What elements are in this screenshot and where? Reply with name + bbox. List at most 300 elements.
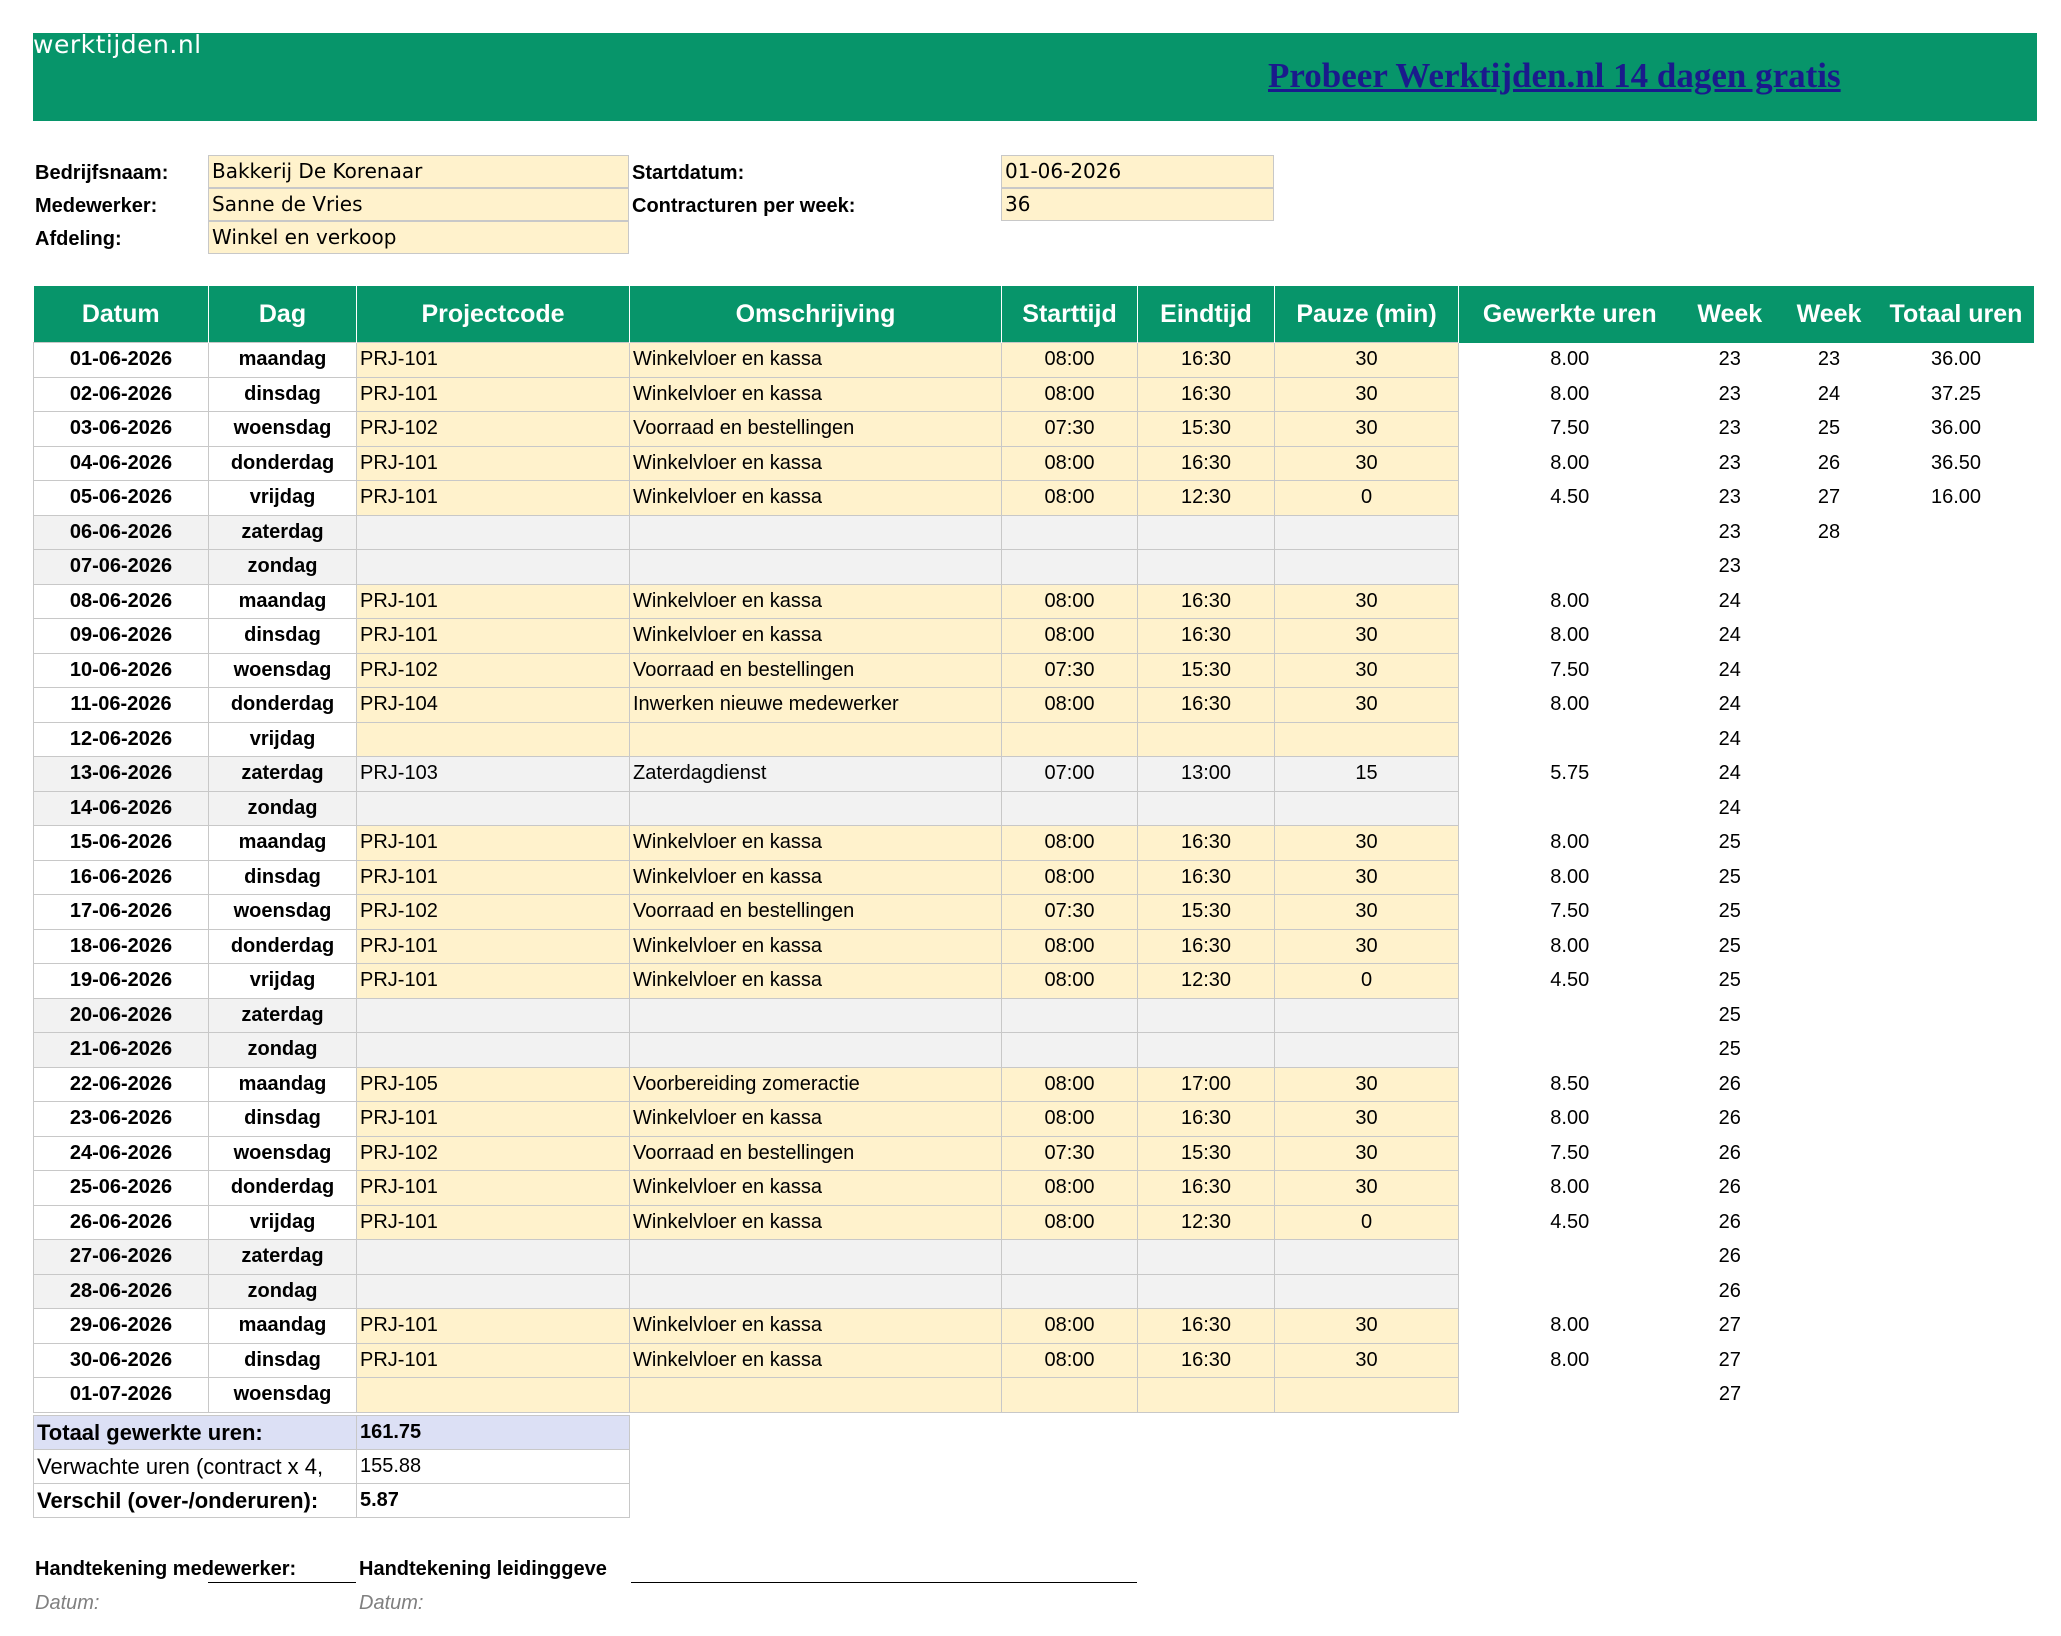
table-row [34, 826, 2034, 861]
break-cell[interactable]: 30 [1275, 343, 1459, 378]
day-cell: maandag [209, 1067, 357, 1102]
date-cell: 21-06-2026 [34, 1033, 209, 1068]
date-cell: 10-06-2026 [34, 653, 209, 688]
summary-week-cell [1780, 757, 1879, 792]
worked-hours-cell: 8.00 [1459, 1102, 1681, 1137]
date-cell: 29-06-2026 [34, 1309, 209, 1344]
worked-hours-cell [1459, 722, 1681, 757]
start-time-cell[interactable]: 07:30 [1002, 412, 1138, 447]
summary-total-cell [1879, 757, 2034, 792]
worked-hours-cell: 7.50 [1459, 1136, 1681, 1171]
day-cell: maandag [209, 343, 357, 378]
start-time-cell[interactable] [1002, 1033, 1138, 1068]
table-row [34, 412, 2034, 447]
description-cell[interactable]: Winkelvloer en kassa [630, 1171, 1002, 1206]
summary-week-cell [1780, 1274, 1879, 1309]
company-field[interactable]: Bakkerij De Korenaar [208, 155, 629, 188]
summary-total-cell [1879, 1378, 2034, 1413]
col-header-totaal-uren: Totaal uren [1879, 286, 2034, 343]
summary-week-cell [1780, 1240, 1879, 1275]
start-time-cell[interactable]: 08:00 [1002, 1309, 1138, 1344]
project-code-cell[interactable]: PRJ-101 [357, 1171, 630, 1206]
worked-hours-cell [1459, 791, 1681, 826]
day-cell: maandag [209, 584, 357, 619]
start-time-cell[interactable]: 07:00 [1002, 757, 1138, 792]
description-cell[interactable] [630, 791, 1002, 826]
day-cell: zondag [209, 1033, 357, 1068]
end-time-cell[interactable]: 16:30 [1138, 584, 1275, 619]
end-time-cell[interactable]: 12:30 [1138, 964, 1275, 999]
contract-hours-field[interactable]: 36 [1001, 188, 1274, 221]
start-time-cell[interactable] [1002, 1240, 1138, 1275]
break-cell[interactable]: 0 [1275, 481, 1459, 516]
summary-week-cell [1780, 791, 1879, 826]
table-row [34, 791, 2034, 826]
break-cell[interactable]: 30 [1275, 377, 1459, 412]
project-code-cell[interactable] [357, 1378, 630, 1413]
break-cell[interactable] [1275, 550, 1459, 585]
department-field[interactable]: Winkel en verkoop [208, 221, 629, 254]
week-number-cell: 23 [1681, 446, 1780, 481]
project-code-cell[interactable]: PRJ-102 [357, 895, 630, 930]
summary-week-cell [1780, 1378, 1879, 1413]
project-code-cell[interactable]: PRJ-102 [357, 1136, 630, 1171]
date-cell: 13-06-2026 [34, 757, 209, 792]
end-time-cell[interactable]: 16:30 [1138, 1171, 1275, 1206]
summary-week-cell [1780, 653, 1879, 688]
end-time-cell[interactable]: 16:30 [1138, 1343, 1275, 1378]
start-time-cell[interactable]: 07:30 [1002, 653, 1138, 688]
break-cell[interactable] [1275, 791, 1459, 826]
table-row [34, 757, 2034, 792]
summary-total-cell [1879, 1343, 2034, 1378]
worked-hours-cell: 8.00 [1459, 619, 1681, 654]
summary-total-cell [1879, 826, 2034, 861]
start-time-cell[interactable] [1002, 1378, 1138, 1413]
summary-total-cell [1879, 860, 2034, 895]
end-time-cell[interactable]: 15:30 [1138, 412, 1275, 447]
date-cell: 02-06-2026 [34, 377, 209, 412]
employee-signature-label: Handtekening medewerker: [35, 1558, 297, 1580]
start-time-cell[interactable]: 08:00 [1002, 826, 1138, 861]
end-time-cell[interactable]: 15:30 [1138, 895, 1275, 930]
break-cell[interactable]: 30 [1275, 895, 1459, 930]
break-cell[interactable]: 30 [1275, 688, 1459, 723]
start-time-cell[interactable]: 08:00 [1002, 929, 1138, 964]
col-header-dag: Dag [209, 286, 357, 343]
week-number-cell: 24 [1681, 653, 1780, 688]
break-cell[interactable]: 30 [1275, 619, 1459, 654]
worked-hours-cell [1459, 998, 1681, 1033]
break-cell[interactable]: 30 [1275, 929, 1459, 964]
description-cell[interactable]: Winkelvloer en kassa [630, 1102, 1002, 1137]
project-code-cell[interactable]: PRJ-101 [357, 446, 630, 481]
project-code-cell[interactable] [357, 998, 630, 1033]
summary-week-cell [1780, 550, 1879, 585]
start-time-cell[interactable] [1002, 998, 1138, 1033]
break-cell[interactable]: 0 [1275, 964, 1459, 999]
table-row [34, 1274, 2034, 1309]
worked-hours-cell: 8.00 [1459, 1343, 1681, 1378]
start-time-cell[interactable]: 07:30 [1002, 895, 1138, 930]
start-time-cell[interactable]: 08:00 [1002, 1343, 1138, 1378]
description-cell[interactable]: Winkelvloer en kassa [630, 1343, 1002, 1378]
table-row [34, 1343, 2034, 1378]
week-number-cell: 23 [1681, 481, 1780, 516]
start-time-cell[interactable] [1002, 722, 1138, 757]
table-row [34, 653, 2034, 688]
week-number-cell: 27 [1681, 1378, 1780, 1413]
description-cell[interactable]: Winkelvloer en kassa [630, 446, 1002, 481]
summary-week-cell [1780, 826, 1879, 861]
project-code-cell[interactable]: PRJ-101 [357, 343, 630, 378]
table-row [34, 584, 2034, 619]
summary-week-cell [1780, 1136, 1879, 1171]
week-number-cell: 23 [1681, 377, 1780, 412]
description-cell[interactable]: Zaterdagdienst [630, 757, 1002, 792]
totals-table [33, 1415, 630, 1518]
day-cell: woensdag [209, 895, 357, 930]
start-time-cell[interactable] [1002, 1274, 1138, 1309]
table-row [34, 722, 2034, 757]
start-time-cell[interactable]: 08:00 [1002, 1102, 1138, 1137]
break-cell[interactable]: 30 [1275, 826, 1459, 861]
description-cell[interactable]: Winkelvloer en kassa [630, 860, 1002, 895]
project-code-cell[interactable]: PRJ-102 [357, 412, 630, 447]
table-row [34, 860, 2034, 895]
description-cell[interactable]: Winkelvloer en kassa [630, 1309, 1002, 1344]
day-cell: maandag [209, 1309, 357, 1344]
start-time-cell[interactable]: 08:00 [1002, 688, 1138, 723]
summary-week-cell [1780, 1205, 1879, 1240]
summary-total-cell [1879, 895, 2034, 930]
description-cell[interactable]: Winkelvloer en kassa [630, 481, 1002, 516]
description-cell[interactable]: Winkelvloer en kassa [630, 964, 1002, 999]
table-row [34, 550, 2034, 585]
end-time-cell[interactable] [1138, 550, 1275, 585]
start-time-cell[interactable]: 08:00 [1002, 377, 1138, 412]
description-cell[interactable] [630, 515, 1002, 550]
project-code-cell[interactable]: PRJ-101 [357, 619, 630, 654]
difference-label: Verschil (over-/onderuren): [34, 1484, 357, 1518]
break-cell[interactable] [1275, 1274, 1459, 1309]
table-row [34, 515, 2034, 550]
date-cell: 28-06-2026 [34, 1274, 209, 1309]
description-cell[interactable]: Voorbereiding zomeractie [630, 1067, 1002, 1102]
project-code-cell[interactable]: PRJ-101 [357, 584, 630, 619]
worked-hours-cell: 8.00 [1459, 1309, 1681, 1344]
manager-date-label: Datum: [359, 1592, 424, 1614]
summary-total-cell [1879, 998, 2034, 1033]
worked-hours-cell: 8.00 [1459, 377, 1681, 412]
day-cell: dinsdag [209, 619, 357, 654]
break-cell[interactable]: 30 [1275, 1309, 1459, 1344]
end-time-cell[interactable]: 16:30 [1138, 446, 1275, 481]
table-row [34, 1171, 2034, 1206]
date-cell: 26-06-2026 [34, 1205, 209, 1240]
week-number-cell: 25 [1681, 964, 1780, 999]
week-number-cell: 24 [1681, 584, 1780, 619]
project-code-cell[interactable] [357, 550, 630, 585]
start-time-cell[interactable] [1002, 550, 1138, 585]
summary-week-cell [1780, 1033, 1879, 1068]
manager-signature-label: Handtekening leidinggeve [359, 1558, 607, 1580]
break-cell[interactable]: 30 [1275, 653, 1459, 688]
break-cell[interactable] [1275, 722, 1459, 757]
break-cell[interactable] [1275, 1378, 1459, 1413]
day-cell: donderdag [209, 446, 357, 481]
project-code-cell[interactable]: PRJ-101 [357, 1343, 630, 1378]
break-cell[interactable]: 30 [1275, 1102, 1459, 1137]
description-cell[interactable] [630, 1378, 1002, 1413]
summary-total-cell [1879, 1067, 2034, 1102]
week-number-cell: 27 [1681, 1309, 1780, 1344]
worked-hours-cell [1459, 1274, 1681, 1309]
break-cell[interactable]: 30 [1275, 1067, 1459, 1102]
summary-total-cell [1879, 550, 2034, 585]
week-number-cell: 25 [1681, 860, 1780, 895]
employee-field[interactable]: Sanne de Vries [208, 188, 629, 221]
table-row [34, 895, 2034, 930]
day-cell: dinsdag [209, 377, 357, 412]
project-code-cell[interactable]: PRJ-104 [357, 688, 630, 723]
date-cell: 08-06-2026 [34, 584, 209, 619]
summary-total-cell [1879, 1240, 2034, 1275]
day-cell: dinsdag [209, 1102, 357, 1137]
end-time-cell[interactable]: 17:00 [1138, 1067, 1275, 1102]
end-time-cell[interactable]: 16:30 [1138, 343, 1275, 378]
summary-week-cell [1780, 1309, 1879, 1344]
break-cell[interactable]: 30 [1275, 446, 1459, 481]
summary-week-cell [1780, 1067, 1879, 1102]
description-cell[interactable]: Winkelvloer en kassa [630, 1205, 1002, 1240]
table-row [34, 1205, 2034, 1240]
description-cell[interactable] [630, 1240, 1002, 1275]
end-time-cell[interactable] [1138, 791, 1275, 826]
start-time-cell[interactable]: 08:00 [1002, 343, 1138, 378]
description-cell[interactable]: Winkelvloer en kassa [630, 619, 1002, 654]
project-code-cell[interactable] [357, 515, 630, 550]
break-cell[interactable] [1275, 1240, 1459, 1275]
break-cell[interactable] [1275, 515, 1459, 550]
col-header-datum: Datum [34, 286, 209, 343]
project-code-cell[interactable] [357, 1033, 630, 1068]
worked-hours-cell [1459, 1240, 1681, 1275]
end-time-cell[interactable] [1138, 1274, 1275, 1309]
day-cell: vrijdag [209, 964, 357, 999]
description-cell[interactable]: Winkelvloer en kassa [630, 343, 1002, 378]
day-cell: vrijdag [209, 481, 357, 516]
department-label: Afdeling: [35, 228, 122, 250]
end-time-cell[interactable] [1138, 1033, 1275, 1068]
end-time-cell[interactable]: 13:00 [1138, 757, 1275, 792]
col-header-gewerkte-uren: Gewerkte uren [1459, 286, 1681, 343]
end-time-cell[interactable] [1138, 998, 1275, 1033]
startdate-field[interactable]: 01-06-2026 [1001, 155, 1274, 188]
project-code-cell[interactable] [357, 791, 630, 826]
description-cell[interactable]: Winkelvloer en kassa [630, 929, 1002, 964]
project-code-cell[interactable]: PRJ-101 [357, 826, 630, 861]
project-code-cell[interactable]: PRJ-101 [357, 929, 630, 964]
end-time-cell[interactable]: 15:30 [1138, 653, 1275, 688]
break-cell[interactable]: 30 [1275, 1343, 1459, 1378]
break-cell[interactable]: 0 [1275, 1205, 1459, 1240]
week-number-cell: 25 [1681, 1033, 1780, 1068]
col-header-omschrijving: Omschrijving [630, 286, 1002, 343]
worked-hours-cell: 7.50 [1459, 895, 1681, 930]
date-cell: 27-06-2026 [34, 1240, 209, 1275]
description-cell[interactable] [630, 1274, 1002, 1309]
week-number-cell: 27 [1681, 1343, 1780, 1378]
expected-hours-label: Verwachte uren (contract x 4, [34, 1450, 357, 1484]
day-cell: donderdag [209, 929, 357, 964]
break-cell[interactable]: 30 [1275, 412, 1459, 447]
summary-total-cell: 36.00 [1879, 412, 2034, 447]
summary-total-cell [1879, 688, 2034, 723]
description-cell[interactable]: Voorraad en bestellingen [630, 895, 1002, 930]
col-header-week: Week [1681, 286, 1780, 343]
start-time-cell[interactable] [1002, 515, 1138, 550]
worked-hours-cell [1459, 550, 1681, 585]
start-time-cell[interactable]: 08:00 [1002, 446, 1138, 481]
project-code-cell[interactable]: PRJ-101 [357, 964, 630, 999]
project-code-cell[interactable] [357, 722, 630, 757]
start-time-cell[interactable]: 08:00 [1002, 584, 1138, 619]
trial-promo-link[interactable]: Probeer Werktijden.nl 14 dagen gratis [1268, 56, 1841, 95]
summary-total-cell [1879, 1102, 2034, 1137]
date-cell: 23-06-2026 [34, 1102, 209, 1137]
company-label: Bedrijfsnaam: [35, 162, 169, 184]
worked-hours-cell: 4.50 [1459, 1205, 1681, 1240]
summary-total-cell [1879, 929, 2034, 964]
table-row [34, 1102, 2034, 1137]
project-code-cell[interactable]: PRJ-102 [357, 653, 630, 688]
end-time-cell[interactable]: 16:30 [1138, 860, 1275, 895]
break-cell[interactable]: 15 [1275, 757, 1459, 792]
break-cell[interactable]: 30 [1275, 584, 1459, 619]
break-cell[interactable] [1275, 1033, 1459, 1068]
description-cell[interactable]: Winkelvloer en kassa [630, 584, 1002, 619]
summary-week-cell: 25 [1780, 412, 1879, 447]
description-cell[interactable] [630, 550, 1002, 585]
end-time-cell[interactable]: 12:30 [1138, 481, 1275, 516]
project-code-cell[interactable]: PRJ-105 [357, 1067, 630, 1102]
end-time-cell[interactable] [1138, 1378, 1275, 1413]
description-cell[interactable]: Inwerken nieuwe medewerker [630, 688, 1002, 723]
manager-signature-line[interactable] [631, 1582, 1137, 1583]
total-hours-value: 161.75 [357, 1416, 630, 1450]
week-number-cell: 26 [1681, 1171, 1780, 1206]
date-cell: 06-06-2026 [34, 515, 209, 550]
summary-total-cell [1879, 1205, 2034, 1240]
project-code-cell[interactable]: PRJ-101 [357, 377, 630, 412]
project-code-cell[interactable] [357, 1274, 630, 1309]
summary-total-cell [1879, 1136, 2034, 1171]
project-code-cell[interactable]: PRJ-101 [357, 860, 630, 895]
start-time-cell[interactable]: 08:00 [1002, 964, 1138, 999]
worked-hours-cell: 8.50 [1459, 1067, 1681, 1102]
end-time-cell[interactable]: 16:30 [1138, 688, 1275, 723]
end-time-cell[interactable]: 16:30 [1138, 929, 1275, 964]
summary-week-cell [1780, 860, 1879, 895]
end-time-cell[interactable] [1138, 1240, 1275, 1275]
start-time-cell[interactable]: 07:30 [1002, 1136, 1138, 1171]
description-cell[interactable]: Voorraad en bestellingen [630, 1136, 1002, 1171]
project-code-cell[interactable]: PRJ-101 [357, 1102, 630, 1137]
end-time-cell[interactable]: 16:30 [1138, 1309, 1275, 1344]
worked-hours-cell: 8.00 [1459, 688, 1681, 723]
summary-total-cell [1879, 722, 2034, 757]
day-cell: dinsdag [209, 860, 357, 895]
summary-week-cell [1780, 584, 1879, 619]
end-time-cell[interactable] [1138, 722, 1275, 757]
description-cell[interactable]: Voorraad en bestellingen [630, 412, 1002, 447]
end-time-cell[interactable]: 15:30 [1138, 1136, 1275, 1171]
date-cell: 24-06-2026 [34, 1136, 209, 1171]
summary-week-cell: 27 [1780, 481, 1879, 516]
project-code-cell[interactable]: PRJ-101 [357, 1309, 630, 1344]
day-cell: zaterdag [209, 998, 357, 1033]
start-time-cell[interactable]: 08:00 [1002, 619, 1138, 654]
summary-total-cell: 16.00 [1879, 481, 2034, 516]
table-row [34, 619, 2034, 654]
worked-hours-cell [1459, 1378, 1681, 1413]
project-code-cell[interactable]: PRJ-101 [357, 1205, 630, 1240]
start-time-cell[interactable]: 08:00 [1002, 481, 1138, 516]
description-cell[interactable] [630, 998, 1002, 1033]
table-row [34, 929, 2034, 964]
date-cell: 05-06-2026 [34, 481, 209, 516]
end-time-cell[interactable]: 16:30 [1138, 377, 1275, 412]
end-time-cell[interactable]: 16:30 [1138, 826, 1275, 861]
start-time-cell[interactable]: 08:00 [1002, 1205, 1138, 1240]
end-time-cell[interactable]: 16:30 [1138, 1102, 1275, 1137]
week-number-cell: 24 [1681, 757, 1780, 792]
worked-hours-cell: 8.00 [1459, 446, 1681, 481]
end-time-cell[interactable]: 12:30 [1138, 1205, 1275, 1240]
break-cell[interactable]: 30 [1275, 1136, 1459, 1171]
break-cell[interactable]: 30 [1275, 860, 1459, 895]
week-number-cell: 23 [1681, 515, 1780, 550]
day-cell: zondag [209, 1274, 357, 1309]
description-cell[interactable] [630, 1033, 1002, 1068]
start-time-cell[interactable] [1002, 791, 1138, 826]
project-code-cell[interactable]: PRJ-103 [357, 757, 630, 792]
start-time-cell[interactable]: 08:00 [1002, 1171, 1138, 1206]
end-time-cell[interactable] [1138, 515, 1275, 550]
project-code-cell[interactable]: PRJ-101 [357, 481, 630, 516]
end-time-cell[interactable]: 16:30 [1138, 619, 1275, 654]
difference-value: 5.87 [357, 1484, 630, 1518]
worked-hours-cell: 4.50 [1459, 481, 1681, 516]
break-cell[interactable]: 30 [1275, 1171, 1459, 1206]
summary-total-cell [1879, 964, 2034, 999]
date-cell: 30-06-2026 [34, 1343, 209, 1378]
description-cell[interactable]: Winkelvloer en kassa [630, 826, 1002, 861]
description-cell[interactable]: Winkelvloer en kassa [630, 377, 1002, 412]
start-time-cell[interactable]: 08:00 [1002, 1067, 1138, 1102]
day-cell: zondag [209, 791, 357, 826]
employee-signature-line[interactable] [208, 1582, 356, 1583]
description-cell[interactable] [630, 722, 1002, 757]
description-cell[interactable]: Voorraad en bestellingen [630, 653, 1002, 688]
date-cell: 19-06-2026 [34, 964, 209, 999]
break-cell[interactable] [1275, 998, 1459, 1033]
worked-hours-cell: 7.50 [1459, 412, 1681, 447]
date-cell: 20-06-2026 [34, 998, 209, 1033]
project-code-cell[interactable] [357, 1240, 630, 1275]
start-time-cell[interactable]: 08:00 [1002, 860, 1138, 895]
